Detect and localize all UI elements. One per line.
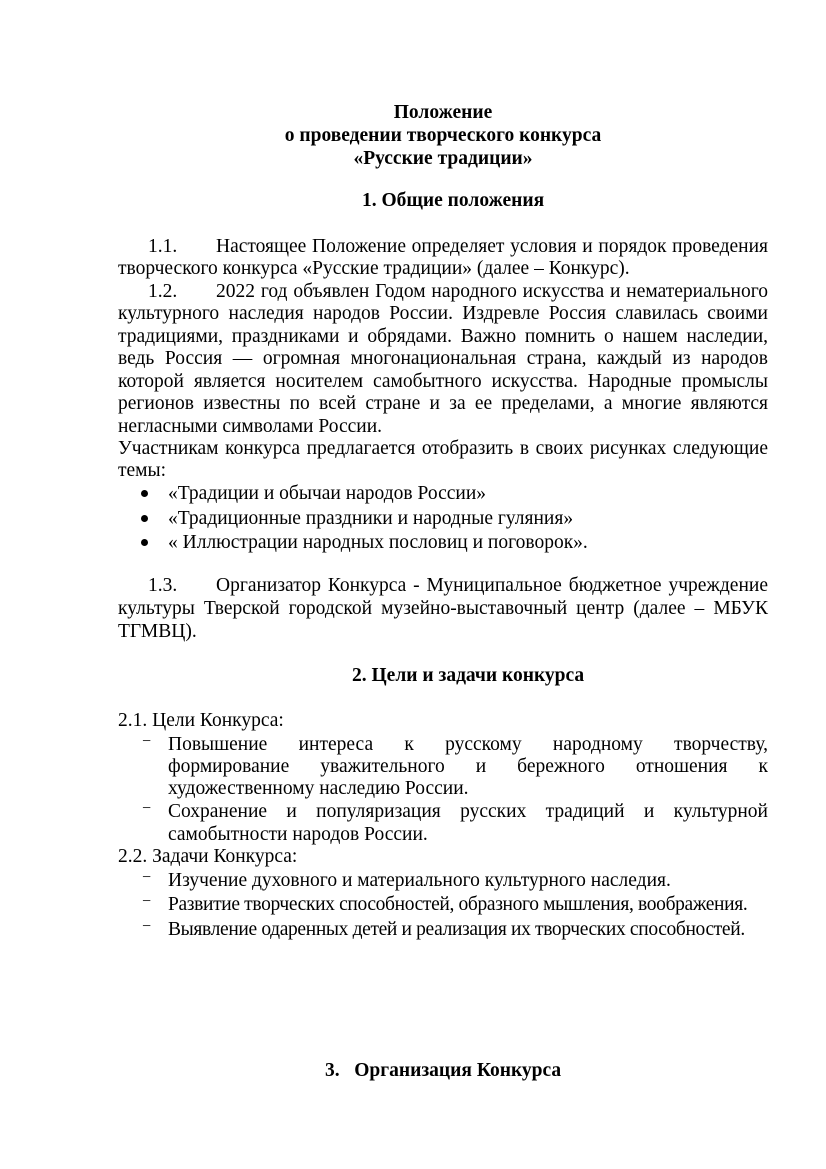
- bullet-icon: [141, 515, 148, 522]
- goals-label: 2.1. Цели Конкурса:: [118, 710, 284, 731]
- section-1-heading: 1. Общие положения: [362, 190, 545, 211]
- section-3-heading: 3. Организация Конкурса: [325, 1060, 562, 1081]
- theme-item-3: « Иллюстрации народных пословиц и поговорок».: [168, 532, 588, 553]
- dash-marker-icon: −: [142, 733, 152, 750]
- dash-marker-icon: −: [142, 918, 152, 935]
- clause-1-3-line-2: культуры Тверской городской музейно-выставочный центр (далее – МБУК: [118, 598, 768, 619]
- goal-2-line-1: Сохранение и популяризация русских традиций и культурной: [168, 801, 768, 822]
- goal-1-line-2: формирование уважительного и бережного отношения к: [168, 756, 768, 777]
- clause-1-1-line-2: творческого конкурса «Русские традиции» (далее – Конкурс).: [118, 258, 630, 279]
- themes-intro-line-2: темы:: [118, 460, 167, 481]
- dash-marker-icon: −: [142, 869, 152, 886]
- title-line-3: «Русские традиции»: [353, 148, 533, 169]
- goal-1-line-1: Повышение интереса к русскому народному творчеству,: [168, 734, 768, 755]
- title-line-1: Положение: [393, 102, 493, 123]
- clause-1-2-line-7: негласными символами России.: [118, 416, 383, 437]
- document-title: [118, 101, 768, 170]
- themes-intro-line-1: Участникам конкурса предлагается отобразить в своих рисунках следующие: [118, 438, 768, 459]
- clause-1-1-number: 1.1.: [148, 236, 178, 257]
- goal-1-line-3: художественному наследию России.: [168, 778, 469, 799]
- clause-1-2-number: 1.2.: [148, 281, 178, 302]
- clause-1-2-line-3: традициями, праздниками и обрядами. Важно помнить о нашем наследии,: [118, 326, 768, 347]
- task-1: Изучение духовного и материального культурного наследия.: [168, 870, 671, 891]
- task-2: Развитие творческих способностей, образного мышления, воображения.: [168, 894, 748, 915]
- theme-item-1: «Традиции и обычаи народов России»: [168, 483, 487, 504]
- clause-1-2-line-4: ведь Россия — огромная многонациональная страна, каждый из народов: [118, 348, 768, 369]
- section-2-heading: 2. Цели и задачи конкурса: [352, 665, 585, 686]
- clause-1-2-line-6: регионов известны по всей стране и за ее пределами, а многие являются: [118, 393, 768, 414]
- clause-1-2-line-1: 2022 год объявлен Годом народного искусства и нематериального: [216, 281, 768, 302]
- dash-marker-icon: −: [142, 893, 152, 910]
- theme-item-2: «Традиционные праздники и народные гуляния»: [168, 508, 574, 529]
- clause-1-3-line-1: Организатор Конкурса - Муниципальное бюджетное учреждение: [216, 575, 768, 596]
- dash-marker-icon: −: [142, 800, 152, 817]
- title-line-2: о проведении творческого конкурса: [284, 125, 602, 146]
- bullet-icon: [141, 539, 148, 546]
- goal-2-line-2: самобытности народов России.: [168, 824, 428, 845]
- clause-1-3-number: 1.3.: [148, 575, 178, 596]
- clause-1-3-line-3: ТГМВЦ).: [118, 621, 197, 642]
- clause-1-1-line-1: Настоящее Положение определяет условия и порядок проведения: [216, 236, 768, 257]
- clause-1-2-line-5: которой является носителем самобытного искусства. Народные промыслы: [118, 371, 768, 392]
- bullet-icon: [141, 490, 148, 497]
- clause-1-2-line-2: культурного наследия народов России. Издревле Россия славилась своими: [118, 303, 768, 324]
- task-3: Выявление одаренных детей и реализация их творческих способностей.: [168, 919, 745, 940]
- tasks-label: 2.2. Задачи Конкурса:: [118, 846, 298, 867]
